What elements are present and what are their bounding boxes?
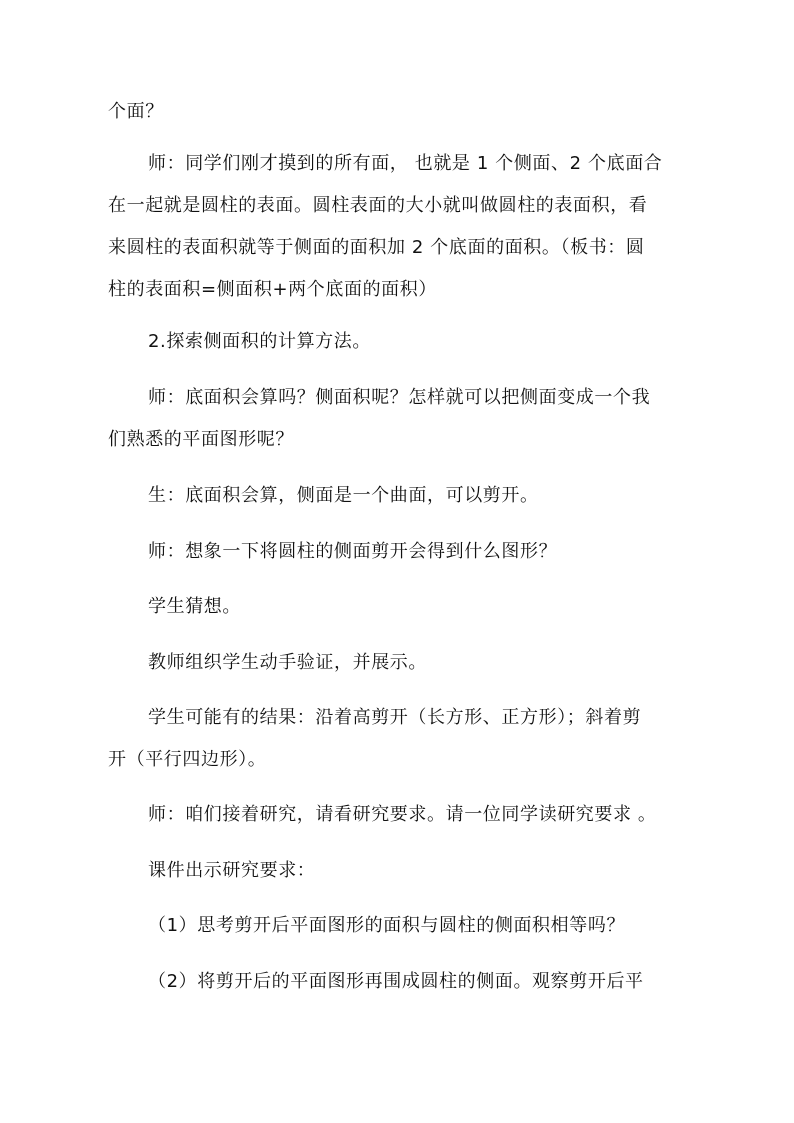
text-line: 师：底面积会算吗？侧面积呢？怎样就可以把侧面变成一个我 (148, 387, 651, 408)
text-line: 教师组织学生动手验证，并展示。 (148, 652, 427, 673)
text-line: 们熟悉的平面图形呢？ (108, 429, 294, 450)
text-line: 来圆柱的表面积就等于侧面的面积加 2 个底面的面积。（板书：圆 (108, 237, 645, 258)
text-line: 开（平行四边形）。 (108, 749, 267, 770)
text-line: 个面？ (108, 101, 164, 122)
text-line: （2）将剪开后的平面图形再围成圆柱的侧面。观察剪开后平 (148, 971, 644, 992)
text-line: 课件出示研究要求： (148, 860, 316, 881)
text-line: 学生可能有的结果：沿着高剪开（长方形、正方形）；斜着剪 (148, 707, 642, 728)
text-line: 师：咱们接着研究，请看研究要求。请一位同学读研究要求 。 (148, 804, 657, 825)
text-line: 2.探索侧面积的计算方法。 (148, 331, 371, 352)
text-line: 在一起就是圆柱的表面。圆柱表面的大小就叫做圆柱的表面积，看 (108, 195, 648, 216)
text-line: 生：底面积会算，侧面是一个曲面，可以剪开。 (148, 485, 539, 506)
text-line: 师：同学们刚才摸到的所有面， 也就是 1 个侧面、2 个底面合 (148, 153, 663, 174)
text-line: 柱的表面积=侧面积+两个底面的面积） (108, 279, 437, 300)
text-line: 师：想象一下将圆柱的侧面剪开会得到什么图形？ (148, 541, 558, 562)
text-line: （1）思考剪开后平面图形的面积与圆柱的侧面积相等吗？ (148, 915, 626, 936)
text-line: 学生猜想。 (148, 596, 241, 617)
